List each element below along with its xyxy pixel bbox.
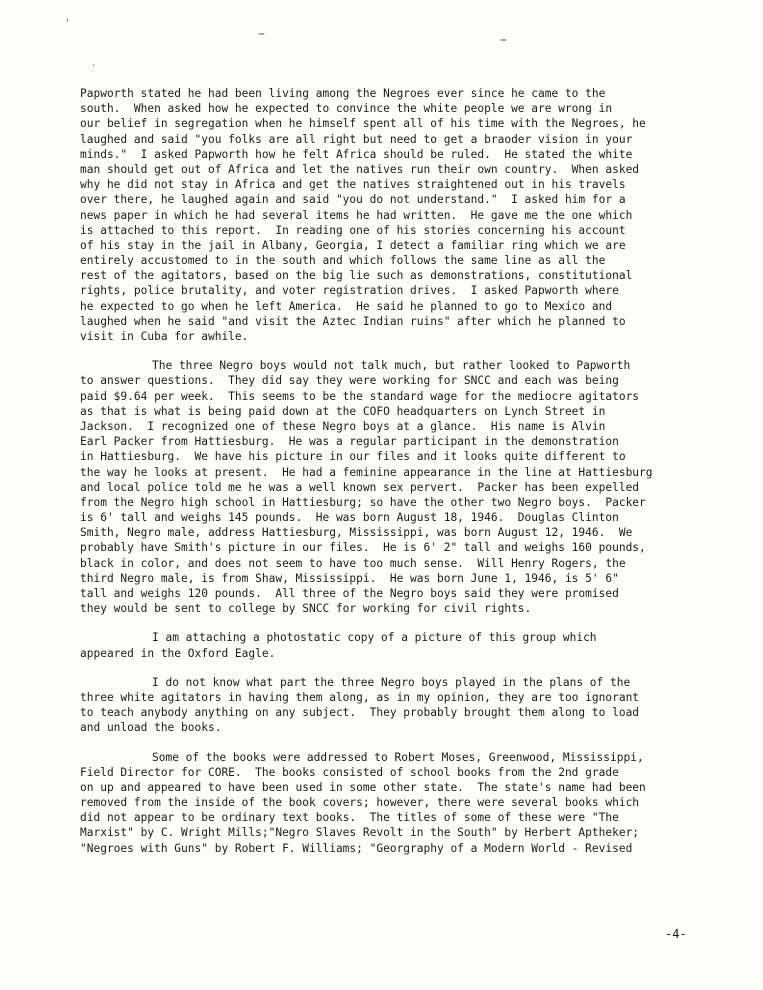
paragraph-1 xyxy=(80,86,740,344)
page-number: -4- xyxy=(665,927,687,941)
text-line: did not appear to be ordinary text books. The titles of some of these were "The xyxy=(80,811,619,825)
text-line: tall and weighs 120 pounds. All three of the Negro boys said they were promised xyxy=(80,587,619,600)
text-line: I am attaching a photostatic copy of a picture of this group which xyxy=(152,631,597,645)
text-line: over there, he laughed again and said "you do not understand." I asked him for a xyxy=(80,193,626,207)
paragraph-2 xyxy=(80,358,740,616)
text-line: Smith, Negro male, address Hattiesburg, Mississippi, was born August 12, 1946. We xyxy=(80,526,633,540)
text-line: man should get out of Africa and let the natives run their own country. When asked xyxy=(80,162,640,176)
text-line: three white agitators in having them along, as in my opinion, they are too ignorant xyxy=(80,690,640,704)
text-line: of his stay in the jail in Albany, Georgia, I detect a familiar ring which we are xyxy=(80,238,626,252)
text-line: and local police told me he was a well known sex pervert. Packer has been expelled xyxy=(80,480,640,494)
text-line: paid $9.64 per week. This seems to be the standard wage for the mediocre agitators xyxy=(80,389,640,403)
text-line: they would be sent to college by SNCC for working for civil rights. xyxy=(80,602,532,616)
text-line: as that is what is being paid down at the COFO headquarters on Lynch Street in xyxy=(80,404,606,418)
text-line: "Negroes with Guns" by Robert F. Williams; "Georgraphy of a Modern World - Revised xyxy=(80,841,633,855)
text-line: to teach anybody anything on any subject. They probably brought them along to load xyxy=(80,706,640,720)
text-line: Marxist" by C. Wright Mills;"Negro Slaves Revolt in the South" by Herbert Aptheker; xyxy=(80,826,640,840)
paragraph-4 xyxy=(80,675,740,736)
text-line: entirely accustomed to in the south and which follows the same line as all the xyxy=(80,254,606,268)
text-line: to answer questions. They did say they were working for SNCC and each was being xyxy=(80,374,619,388)
text-line: black in color, and does not seem to have too much sense. Will Henry Rogers, the xyxy=(80,556,626,570)
text-line: probably have Smith's picture in our files. He is 6' 2" tall and weighs 160 pounds, xyxy=(80,541,646,555)
scan-mark-top-right: – xyxy=(500,32,507,48)
text-line: Papworth stated he had been living among the Negroes ever since he came to the xyxy=(80,87,606,100)
text-line: and unload the books. xyxy=(80,721,222,735)
scan-mark-top-center: – xyxy=(258,26,265,42)
text-line: minds." I asked Papworth how he felt Africa should be ruled. He stated the white xyxy=(80,147,633,161)
text-line: Earl Packer from Hattiesburg. He was a regular participant in the demonstration xyxy=(80,435,619,449)
text-line: from the Negro high school in Hattiesburg; so have the other two Negro boys. Packer xyxy=(80,495,646,509)
document-body xyxy=(80,86,740,856)
paragraph-5 xyxy=(80,750,740,856)
text-line: appeared in the Oxford Eagle. xyxy=(80,646,276,660)
text-line: our belief in segregation when he himself spent all of his time with the Negroes, he xyxy=(80,117,646,131)
text-line: visit in Cuba for awhile. xyxy=(80,330,249,343)
text-line: why he did not stay in Africa and get the natives straightened out in his travels xyxy=(80,178,626,192)
text-line: third Negro male, is from Shaw, Mississippi. He was born June 1, 1946, is 5' 6" xyxy=(80,571,619,585)
text-line: removed from the inside of the book covers; however, there were several books which xyxy=(80,796,640,810)
text-line: he expected to go when he left America. He said he planned to go to Mexico and xyxy=(80,299,613,313)
paragraph-3 xyxy=(80,630,740,660)
text-line: is 6' tall and weighs 145 pounds. He was born August 18, 1946. Douglas Clinton xyxy=(80,511,619,525)
text-line: Some of the books were addressed to Robert Moses, Greenwood, Mississippi, xyxy=(152,750,644,764)
text-line: is attached to this report. In reading one of his stories concerning his account xyxy=(80,223,626,237)
scan-mark-left: . xyxy=(92,58,96,69)
text-line: laughed when he said "and visit the Aztec Indian ruins" after which he planned to xyxy=(80,314,626,328)
text-line: The three Negro boys would not talk much, but rather looked to Papworth xyxy=(152,359,631,373)
text-line: I do not know what part the three Negro boys played in the plans of the xyxy=(152,675,631,689)
text-line: the way he looks at present. He had a feminine appearance in the line at Hattiesburg xyxy=(80,465,653,479)
text-line: Jackson. I recognized one of these Negro boys at a glance. His name is Alvin xyxy=(80,419,606,433)
punch-mark-top-left: ' xyxy=(66,18,69,29)
text-line: laughed and said "you folks are all right but need to get a braoder vision in your xyxy=(80,132,633,146)
text-line: rest of the agitators, based on the big lie such as demonstrations, constitutional xyxy=(80,269,633,283)
text-line: south. When asked how he expected to convince the white people we are wrong in xyxy=(80,102,613,116)
text-line: in Hattiesburg. We have his picture in our files and it looks quite different to xyxy=(80,450,626,464)
text-line: on up and appeared to have been used in some other state. The state's name had been xyxy=(80,780,646,794)
text-line: news paper in which he had several items he had written. He gave me the one which xyxy=(80,208,633,222)
text-line: rights, police brutality, and voter registration drives. I asked Papworth where xyxy=(80,284,619,298)
text-line: Field Director for CORE. The books consisted of school books from the 2nd grade xyxy=(80,765,619,779)
